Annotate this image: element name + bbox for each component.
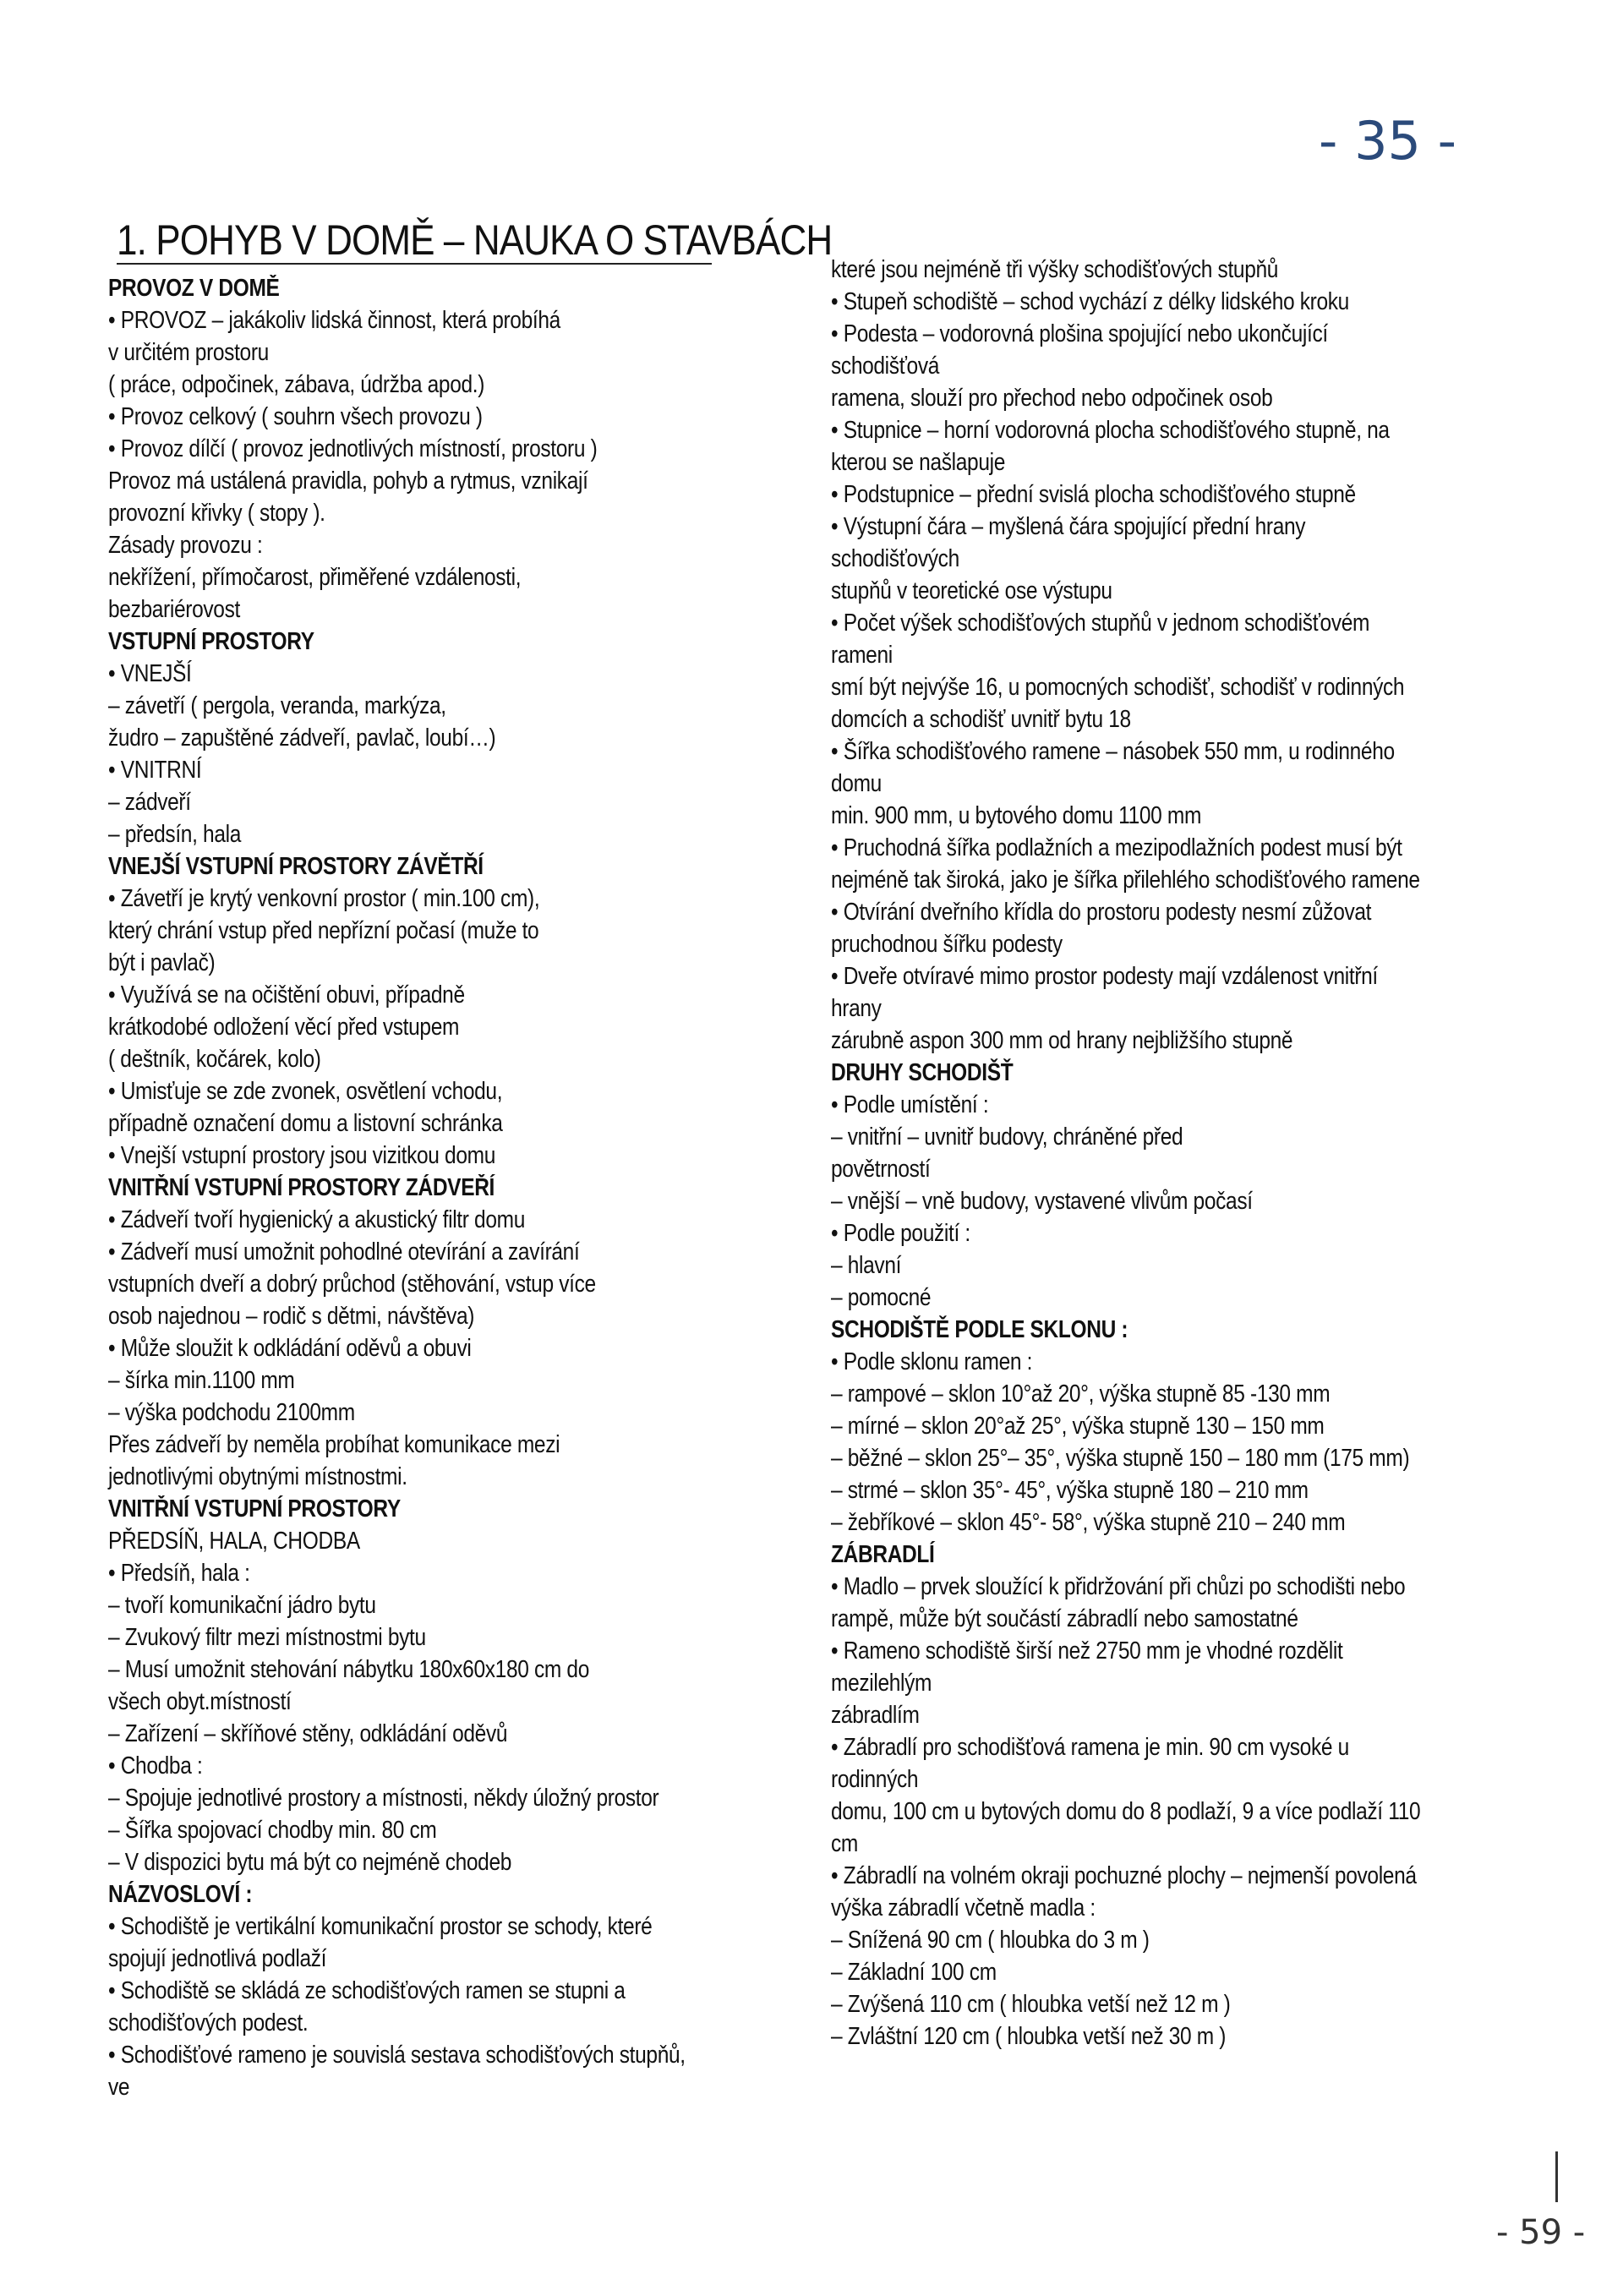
page-number-bottom: - 59 - (1496, 2213, 1586, 2252)
text-line: rodinných (831, 1766, 919, 1793)
text-line: • Podle umístění : (831, 1091, 989, 1118)
text-line: nejméně tak široká, jako je šířka přilehlého schodišťového ramene (831, 866, 1420, 894)
text-line: • Stupnice – horní vodorovná plocha schodišťového stupně, na (831, 417, 1390, 444)
text-line: v určitém prostoru (108, 339, 269, 366)
text-line: – žebříkové – sklon 45°- 58°, výška stupně 210 – 240 mm (831, 1509, 1346, 1536)
text-line: • Schodiště se skládá ze schodišťových ramen se stupni a (108, 1977, 626, 2004)
text-line: – předsín, hala (108, 821, 242, 848)
text-line: zárubně aspon 300 mm od hrany nejbližšího stupně (831, 1027, 1293, 1054)
text-line: vstupních dveří a dobrý průchod (stěhování, vstup více (108, 1271, 596, 1298)
text-line: – Šířka spojovací chodby min. 80 cm (108, 1817, 437, 1844)
text-line: hrany (831, 995, 882, 1022)
text-line: – Snížená 90 cm ( hloubka do 3 m ) (831, 1927, 1150, 1954)
text-line: který chrání vstup před nepřízní počasí (muže to (108, 917, 539, 944)
text-line: – hlavní (831, 1252, 902, 1279)
page-number-top: - 35 - (1319, 110, 1457, 172)
text-line: Zásady provozu : (108, 532, 263, 559)
text-line: – tvoří komunikační jádro bytu (108, 1592, 376, 1619)
text-line: případně označení domu a listovní schránka (108, 1110, 503, 1137)
text-line: – pomocné (831, 1284, 932, 1311)
text-line: • Podle použití : (831, 1220, 970, 1247)
text-line: • Zádveří musí umožnit pohodlné otevírání a zavírání (108, 1238, 580, 1266)
text-line: – Musí umožnit stehování nábytku 180x60x180 cm do (108, 1656, 590, 1683)
text-line: • Chodba : (108, 1752, 203, 1779)
text-line: být i pavlač) (108, 949, 216, 976)
text-line: výška zábradlí včetně madla : (831, 1894, 1096, 1922)
text-line: rameni (831, 642, 893, 669)
text-line: ( deštník, kočárek, kolo) (108, 1046, 321, 1073)
text-line: zábradlím (831, 1702, 920, 1729)
text-line: – Zařízení – skříňové stěny, odkládání oděvů (108, 1720, 508, 1747)
margin-mark (1555, 2151, 1558, 2202)
text-line: ramena, slouží pro přechod nebo odpočinek osob (831, 385, 1273, 412)
text-line: žudro – zapuštěné zádveří, pavlač, loubí…) (108, 724, 496, 752)
right-column (831, 254, 1549, 2053)
text-line: • Může sloužit k odkládání oděvů a obuvi (108, 1335, 472, 1362)
section-heading: SCHODIŠTĚ PODLE SKLONU : (831, 1316, 1128, 1343)
text-line: • Rameno schodiště širší než 2750 mm je vhodné rozdělit (831, 1637, 1343, 1665)
text-line: – zádveří (108, 789, 191, 816)
text-line: • Stupeň schodiště – schod vychází z délky lidského kroku (831, 288, 1349, 315)
section-heading: VSTUPNÍ PROSTORY (108, 628, 314, 655)
text-line: pruchodnou šířku podesty (831, 931, 1063, 958)
section-heading: VNITŘNÍ VSTUPNÍ PROSTORY (108, 1495, 401, 1522)
text-line: schodišťových podest. (108, 2009, 309, 2036)
text-line: schodišťová (831, 353, 940, 380)
text-line: – Základní 100 cm (831, 1959, 997, 1986)
text-line: • Pruchodná šířka podlažních a mezipodlažních podest musí být (831, 834, 1402, 861)
text-line: • Dveře otvíravé mimo prostor podesty mají vzdálenost vnitřní (831, 963, 1378, 990)
text-line: • Provoz dílčí ( provoz jednotlivých místností, prostoru ) (108, 435, 598, 462)
text-line: – Zvukový filtr mezi místnostmi bytu (108, 1624, 426, 1651)
page-heading: 1. POHYB V DOMĚ – NAUKA O STAVBÁCH (117, 216, 833, 264)
text-line: osob najednou – rodič s dětmi, návštěva) (108, 1303, 475, 1330)
text-line: provozní křivky ( stopy ). (108, 500, 325, 527)
text-line: PŘEDSÍŇ, HALA, CHODBA (108, 1528, 360, 1555)
text-line: mezilehlým (831, 1670, 932, 1697)
text-line: • Zábradlí na volném okraji pochuzné plochy – nejmenší povolená (831, 1862, 1417, 1889)
text-line: cm (831, 1830, 858, 1857)
text-line: – Zvláštní 120 cm ( hloubka vetší než 30 m ) (831, 2023, 1227, 2050)
left-column (108, 272, 835, 2103)
text-line: – Spojuje jednotlivé prostory a místnosti, někdy úložný prostor (108, 1785, 659, 1812)
text-line: – V dispozici bytu má být co nejméně chodeb (108, 1849, 512, 1876)
text-line: • Madlo – prvek sloužící k přidržování při chůzi po schodišti nebo (831, 1573, 1406, 1600)
text-line: • VNEJŠÍ (108, 660, 192, 687)
text-line: nekřížení, přímočarost, přiměřené vzdálenosti, (108, 564, 522, 591)
text-line: • VNITRNÍ (108, 757, 202, 784)
text-line: • Využívá se na očištění obuvi, případně (108, 981, 465, 1009)
text-line: ve (108, 2074, 130, 2101)
text-line: Přes zádveří by neměla probíhat komunikace mezi (108, 1431, 560, 1458)
text-line: • Umisťuje se zde zvonek, osvětlení vchodu, (108, 1078, 503, 1105)
text-line: min. 900 mm, u bytového domu 1100 mm (831, 802, 1202, 829)
text-line: všech obyt.místností (108, 1688, 292, 1715)
text-line: – vnitřní – uvnitř budovy, chráněné před (831, 1123, 1183, 1151)
text-line: stupňů v teoretické ose výstupu (831, 577, 1112, 604)
text-line: • Podle sklonu ramen : (831, 1348, 1033, 1375)
section-heading: VNITŘNÍ VSTUPNÍ PROSTORY ZÁDVEŘÍ (108, 1174, 495, 1201)
text-line: • Schodiště je vertikální komunikační prostor se schody, které (108, 1913, 653, 1940)
text-line: povětrností (831, 1156, 931, 1183)
text-line: – mírné – sklon 20°až 25°, výška stupně 130 – 150 mm (831, 1413, 1325, 1440)
section-heading: ZÁBRADLÍ (831, 1541, 935, 1568)
text-line: které jsou nejméně tři výšky schodišťových stupňů (831, 256, 1279, 283)
text-line: • Předsíň, hala : (108, 1560, 250, 1587)
text-line: • Šířka schodišťového ramene – násobek 550 mm, u rodinného (831, 738, 1395, 765)
text-line: • Schodišťové rameno je souvislá sestava schodišťových stupňů, (108, 2042, 686, 2069)
text-line: ( práce, odpočinek, zábava, údržba apod.) (108, 371, 485, 398)
section-heading: PROVOZ V DOMĚ (108, 275, 280, 302)
text-line: jednotlivými obytnými místnostmi. (108, 1463, 407, 1490)
text-line: • PROVOZ – jakákoliv lidská činnost, která probíhá (108, 307, 560, 334)
text-line: – výška podchodu 2100mm (108, 1399, 355, 1426)
text-line: domu, 100 cm u bytových domu do 8 podlaží, 9 a více podlaží 110 (831, 1798, 1421, 1825)
text-line: – Zvýšená 110 cm ( hloubka vetší než 12 m ) (831, 1991, 1231, 2018)
text-line: schodišťových (831, 545, 959, 572)
text-line: • Počet výšek schodišťových stupňů v jednom schodišťovém (831, 610, 1370, 637)
text-line: domcích a schodišť uvnitř bytu 18 (831, 706, 1131, 733)
text-line: • Provoz celkový ( souhrn všech provozu ) (108, 403, 483, 430)
text-line: • Zábradlí pro schodišťová ramena je min. 90 cm vysoké u (831, 1734, 1349, 1761)
text-line: – závetří ( pergola, veranda, markýza, (108, 692, 446, 719)
text-line: – vnější – vně budovy, vystavené vlivům počasí (831, 1188, 1253, 1215)
text-line: • Výstupní čára – myšlená čára spojující přední hrany (831, 513, 1306, 540)
text-line: krátkodobé odložení věcí před vstupem (108, 1014, 460, 1041)
text-line: spojují jednotlivá podlaží (108, 1945, 327, 1972)
text-line: • Podesta – vodorovná plošina spojující nebo ukončující (831, 320, 1328, 347)
section-heading: VNEJŠÍ VSTUPNÍ PROSTORY ZÁVĚTŘÍ (108, 853, 484, 880)
text-line: domu (831, 770, 882, 797)
text-line: • Zádveří tvoří hygienický a akustický filtr domu (108, 1206, 526, 1233)
text-line: – strmé – sklon 35°- 45°, výška stupně 180 – 210 mm (831, 1477, 1309, 1504)
section-heading: DRUHY SCHODIŠŤ (831, 1059, 1014, 1086)
text-line: – běžné – sklon 25°– 35°, výška stupně 150 – 180 mm (175 mm) (831, 1445, 1410, 1472)
text-line: • Podstupnice – přední svislá plocha schodišťového stupně (831, 481, 1356, 508)
text-line: smí být nejvýše 16, u pomocných schodišť, schodišť v rodinných (831, 674, 1405, 701)
text-line: • Vnejší vstupní prostory jsou vizitkou domu (108, 1142, 495, 1169)
section-heading: NÁZVOSLOVÍ : (108, 1881, 253, 1908)
text-line: kterou se našlapuje (831, 449, 1006, 476)
text-line: • Otvírání dveřního křídla do prostoru podesty nesmí zůžovat (831, 899, 1372, 926)
text-line: – šírka min.1100 mm (108, 1367, 295, 1394)
text-line: bezbariérovost (108, 596, 240, 623)
text-line: • Závetří je krytý venkovní prostor ( min.100 cm), (108, 885, 540, 912)
text-line: rampě, může být součástí zábradlí nebo samostatné (831, 1605, 1298, 1632)
text-line: – rampové – sklon 10°až 20°, výška stupně 85 -130 mm (831, 1380, 1331, 1408)
text-line: Provoz má ustálená pravidla, pohyb a rytmus, vznikají (108, 467, 588, 495)
